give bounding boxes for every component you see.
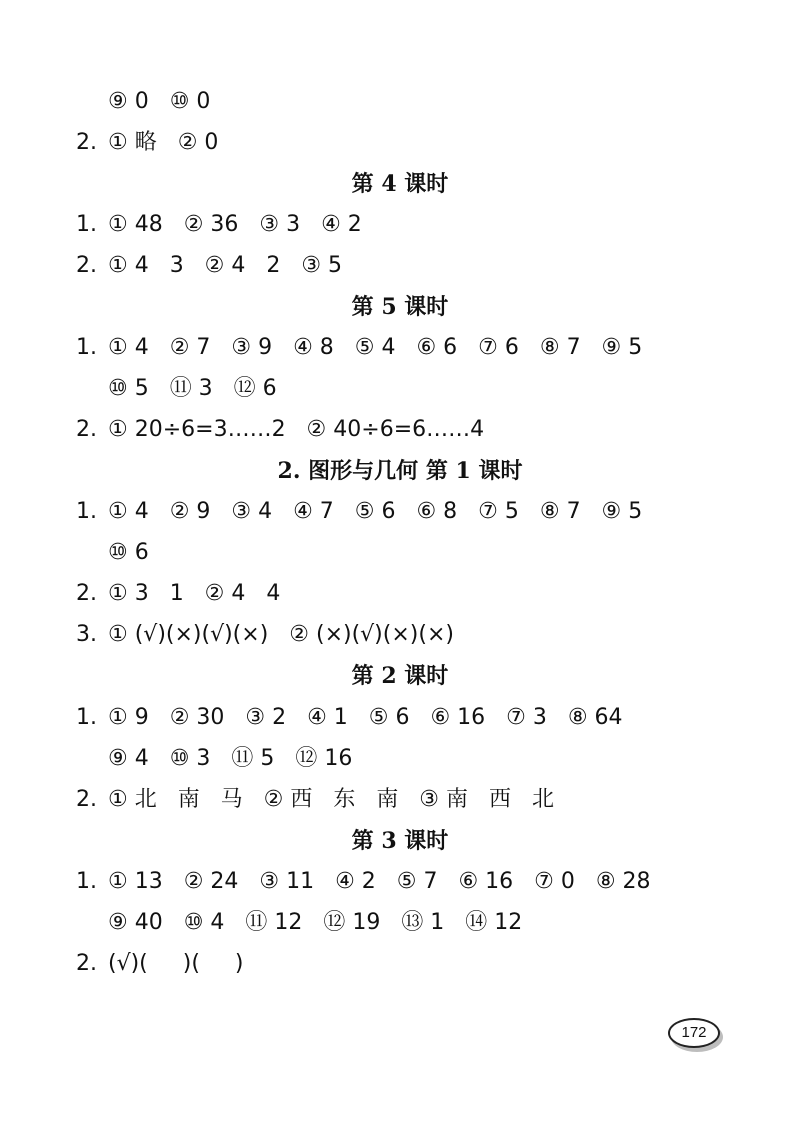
answer-line bbox=[0, 574, 800, 614]
section-heading: 第 3 课时 bbox=[351, 828, 449, 854]
answer-text: ① 48 ② 36 ③ 3 ④ 2 bbox=[108, 212, 362, 237]
section-heading: 2. 图形与几何 第 1 课时 bbox=[277, 458, 523, 484]
question-number: 2. bbox=[76, 787, 97, 812]
answer-text: ① 略 ② 0 bbox=[108, 130, 219, 155]
answer-line bbox=[0, 246, 800, 286]
answer-text: ⑩ 5 ⑪ 3 ⑫ 6 bbox=[108, 376, 277, 401]
answer-text: ① (√)(×)(√)(×) ② (×)(√)(×)(×) bbox=[108, 622, 454, 647]
question-number: 2. bbox=[76, 951, 97, 976]
answer-text: ① 3 1 ② 4 4 bbox=[108, 581, 281, 606]
answer-text: ① 13 ② 24 ③ 11 ④ 2 ⑤ 7 ⑥ 16 ⑦ 0 ⑧ 28 bbox=[108, 869, 651, 894]
answer-continuation-line bbox=[0, 739, 800, 779]
answer-line bbox=[0, 780, 800, 820]
answer-text: ⑩ 6 bbox=[108, 540, 149, 565]
answer-continuation-line bbox=[0, 533, 800, 573]
section-heading: 第 5 课时 bbox=[351, 294, 449, 320]
answer-text: (√)( )( ) bbox=[108, 951, 244, 976]
answer-line bbox=[0, 615, 800, 655]
answer-line bbox=[0, 862, 800, 902]
answer-continuation-line bbox=[0, 369, 800, 409]
question-number: 1. bbox=[76, 335, 97, 360]
answer-line bbox=[0, 328, 800, 368]
section-heading: 第 2 课时 bbox=[351, 663, 449, 689]
answer-text: ① 20÷6=3……2 ② 40÷6=6……4 bbox=[108, 417, 485, 442]
question-number: 2. bbox=[76, 581, 97, 606]
answer-text: ① 4 ② 7 ③ 9 ④ 8 ⑤ 4 ⑥ 6 ⑦ 6 ⑧ 7 ⑨ 5 bbox=[108, 335, 643, 360]
question-number: 1. bbox=[76, 705, 97, 730]
page-number-badge bbox=[668, 1018, 720, 1052]
answer-text: ⑨ 4 ⑩ 3 ⑪ 5 ⑫ 16 bbox=[108, 746, 353, 771]
answer-line bbox=[0, 492, 800, 532]
section-heading: 第 4 课时 bbox=[351, 171, 449, 197]
question-number: 1. bbox=[76, 499, 97, 524]
page-number: 172 bbox=[681, 1024, 707, 1041]
answer-text: ⑨ 40 ⑩ 4 ⑪ 12 ⑫ 19 ⑬ 1 ⑭ 12 bbox=[108, 910, 523, 935]
answer-line bbox=[0, 944, 800, 984]
answer-line bbox=[0, 205, 800, 245]
question-number: 2. bbox=[76, 253, 97, 278]
answer-continuation-line bbox=[0, 903, 800, 943]
question-number: 2. bbox=[76, 130, 97, 155]
answer-text: ⑨ 0 ⑩ 0 bbox=[108, 89, 211, 114]
answer-text: ① 9 ② 30 ③ 2 ④ 1 ⑤ 6 ⑥ 16 ⑦ 3 ⑧ 64 bbox=[108, 705, 623, 730]
question-number: 3. bbox=[76, 622, 97, 647]
answer-line bbox=[0, 123, 800, 163]
answer-line bbox=[0, 698, 800, 738]
answer-continuation-line bbox=[0, 82, 800, 122]
question-number: 1. bbox=[76, 869, 97, 894]
question-number: 1. bbox=[76, 212, 97, 237]
answer-text: ① 4 3 ② 4 2 ③ 5 bbox=[108, 253, 343, 278]
question-number: 2. bbox=[76, 417, 97, 442]
answer-text: ① 4 ② 9 ③ 4 ④ 7 ⑤ 6 ⑥ 8 ⑦ 5 ⑧ 7 ⑨ 5 bbox=[108, 499, 643, 524]
answer-line bbox=[0, 410, 800, 450]
answer-text: ① 北 南 马 ② 西 东 南 ③ 南 西 北 bbox=[108, 787, 554, 812]
